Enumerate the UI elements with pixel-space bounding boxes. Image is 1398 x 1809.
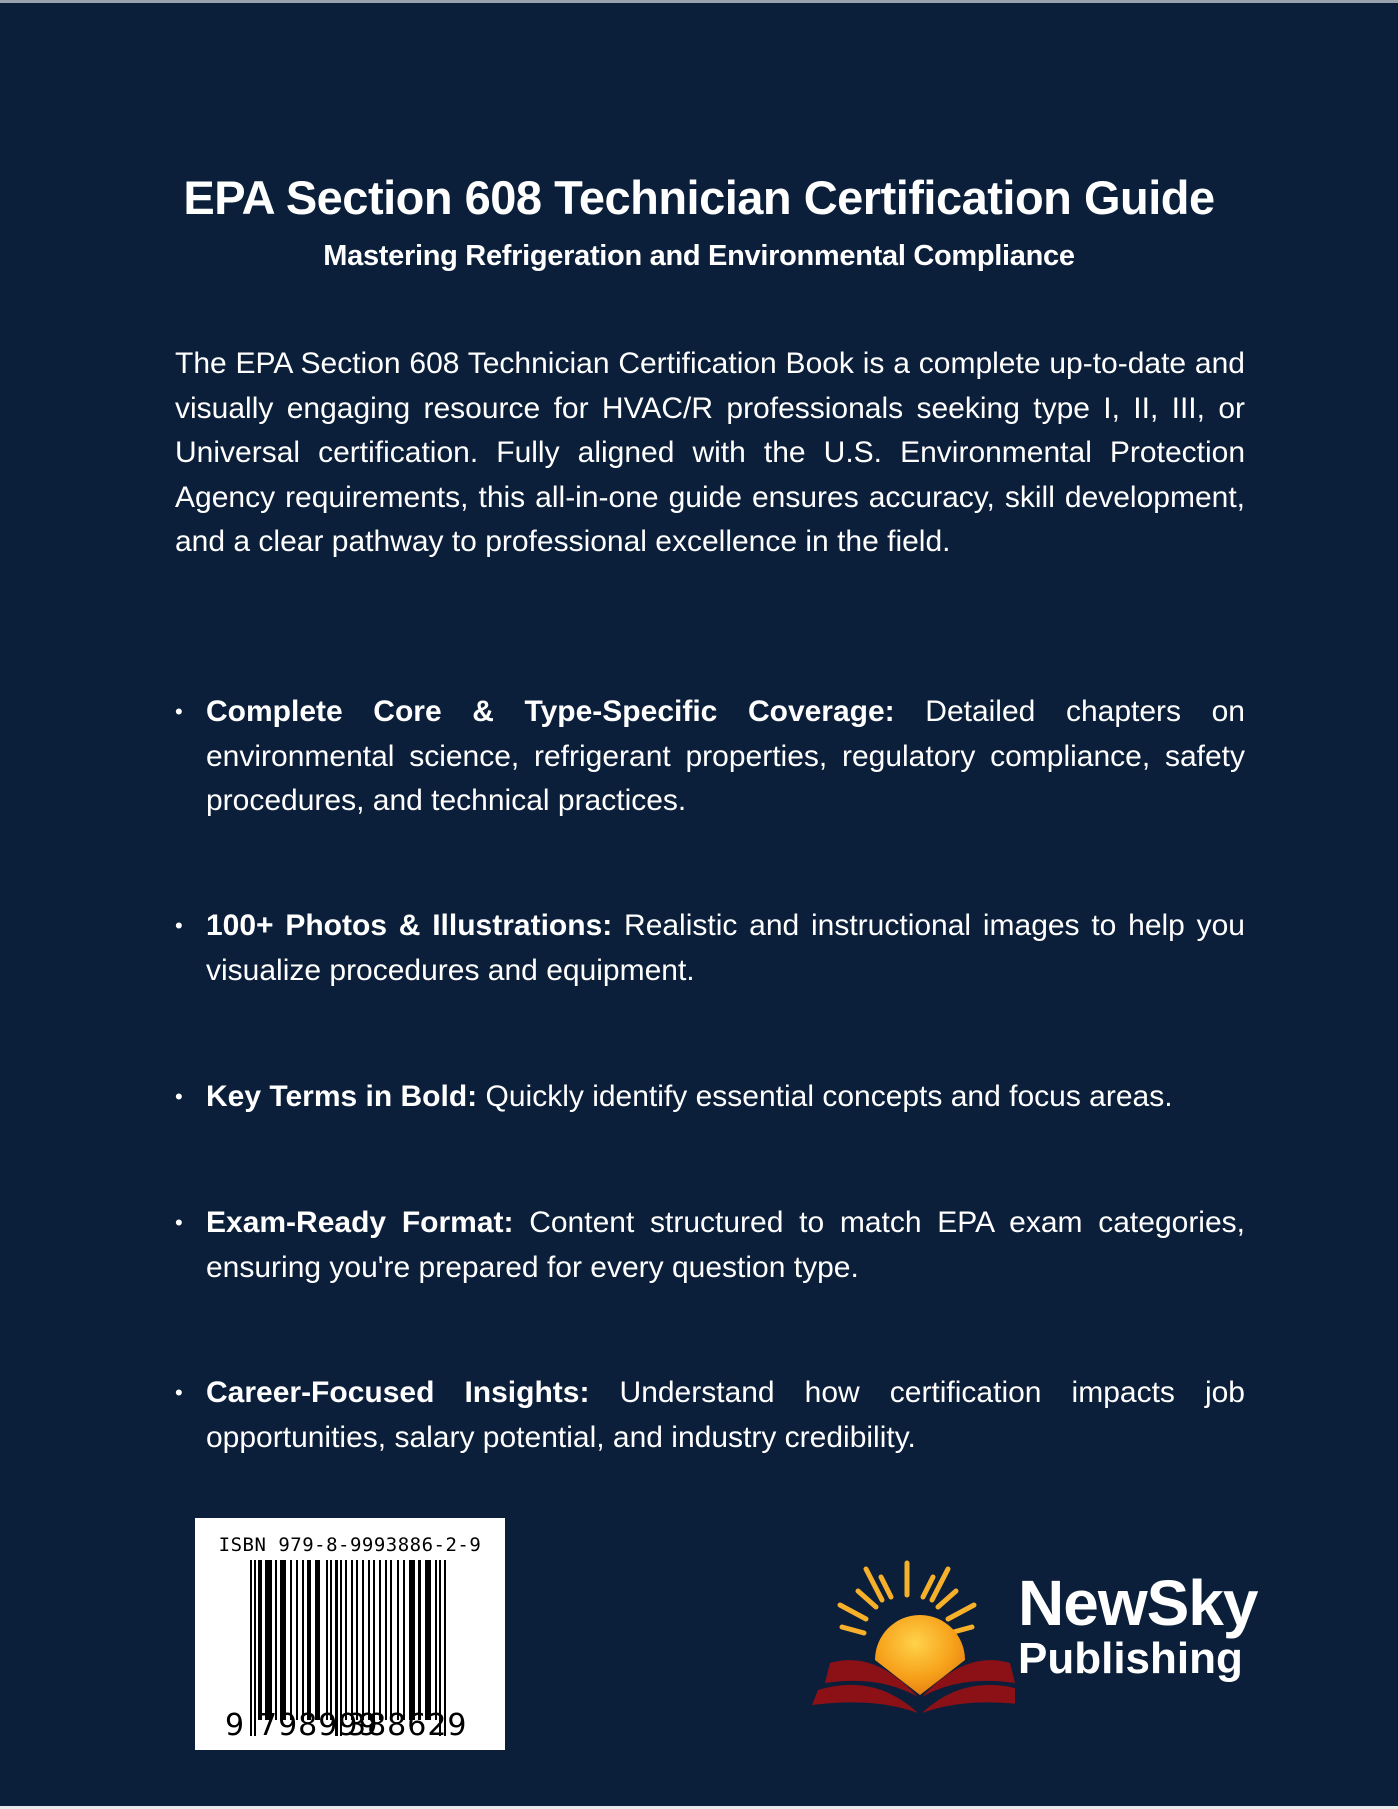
- feature-item: [175, 1075, 1245, 1120]
- feature-text: Realistic and instructional images to help you visualize procedures and equipment.: [206, 909, 1245, 987]
- bullet-icon: •: [175, 1380, 183, 1405]
- isbn-barcode: [195, 1518, 505, 1750]
- bullet-icon: •: [175, 699, 183, 724]
- isbn-label: ISBN 979-8-9993886-2-9: [218, 1534, 482, 1556]
- sun-over-open-book-icon: [800, 1555, 1015, 1715]
- book-subtitle: Mastering Refrigeration and Environmental Compliance: [323, 240, 1075, 272]
- feature-text: Detailed chapters on environmental science, refrigerant properties, regulatory compliance, safety procedures, and technical practices.: [206, 695, 1245, 817]
- feature-item: [175, 1201, 1245, 1290]
- bullet-icon: •: [175, 1210, 183, 1235]
- barcode-left-digits: 798999: [258, 1708, 379, 1743]
- book-title: EPA Section 608 Technician Certification Guide: [183, 171, 1215, 224]
- bullet-icon: •: [175, 913, 183, 938]
- publisher-logo: [800, 1555, 1260, 1715]
- feature-term: Complete Core & Type-Specific Coverage:: [206, 695, 895, 728]
- bullet-icon: •: [175, 1084, 183, 1109]
- feature-item: [175, 1371, 1245, 1460]
- barcode-right-digits: 388629: [347, 1708, 468, 1743]
- feature-item: [175, 904, 1245, 993]
- feature-term: Exam-Ready Format:: [206, 1206, 514, 1239]
- intro-paragraph: The EPA Section 608 Technician Certification Book is a complete up-to-date and visually engaging resource for HVAC/R professionals seeking type I, II, III, or Universal certification. Fully aligned with the U.S. Environmental Protection Agency requirements, this all-in-one guide ensures accuracy, skill development, and a clear pathway to professional excellence in the field.: [175, 347, 1245, 558]
- barcode-lead-digit: 9: [225, 1708, 245, 1743]
- feature-term: Career-Focused Insights:: [206, 1376, 590, 1409]
- publisher-name: NewSky: [1018, 1567, 1258, 1639]
- feature-text: Understand how certification impacts job opportunities, salary potential, and industry credibility.: [206, 1376, 1245, 1454]
- feature-item: [175, 690, 1245, 824]
- feature-text: Content structured to match EPA exam categories, ensuring you're prepared for every question type.: [206, 1206, 1245, 1284]
- top-edge-line: [0, 0, 1398, 3]
- feature-text: Quickly identify essential concepts and focus areas.: [477, 1080, 1173, 1113]
- publisher-subname: Publishing: [1018, 1634, 1243, 1683]
- feature-term: 100+ Photos & Illustrations:: [206, 909, 613, 942]
- feature-term: Key Terms in Bold:: [206, 1080, 478, 1113]
